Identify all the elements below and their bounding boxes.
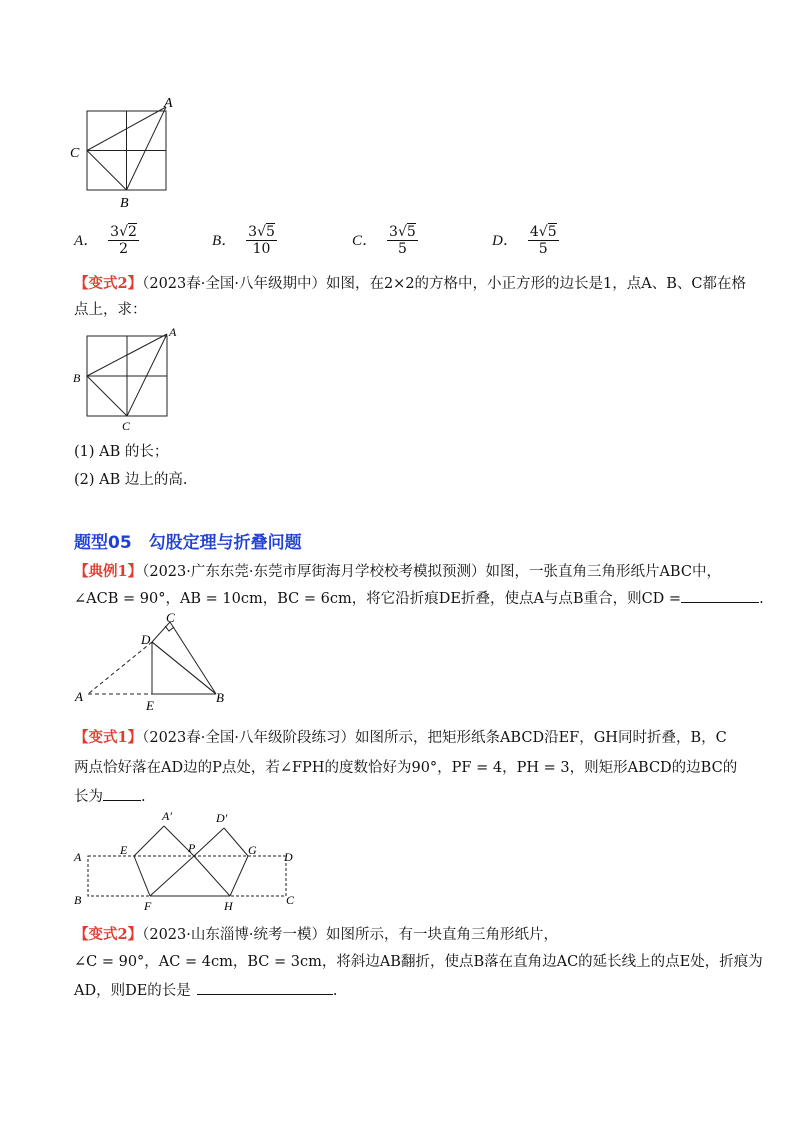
question-2: (2) AB 边上的高. — [74, 472, 188, 488]
variant2b-line3: AD，则DE的长是 . — [74, 980, 337, 1001]
label-c: C — [286, 893, 295, 907]
variant2b-line1: 【变式2】（2023·山东淄博·统考一模）如图所示，有一块直角三角形纸片， — [74, 926, 558, 943]
label-g: G — [248, 843, 257, 857]
label-a: A — [74, 850, 82, 864]
label-b: B — [73, 371, 81, 385]
label-a: A — [169, 325, 177, 339]
figure-grid-abc-1 — [60, 95, 190, 210]
label-h: H — [224, 899, 233, 913]
variant1-line1: 【变式1】（2023春·全国·八年级阶段练习）如图所示，把矩形纸条ABCD沿EF，GH同时折叠，B，C — [74, 729, 727, 746]
label-b: B — [74, 893, 82, 907]
example1-line2: ∠ACB = 90°，AB = 10cm，BC = 6cm，将它沿折痕DE折叠，使点A与点B重合，则CD = . — [74, 588, 764, 609]
figure-fold-rectangle — [64, 808, 314, 918]
option-d[interactable]: D． $\frac{4√5}{5}$ — [492, 224, 557, 257]
variant2a-line2: 点上，求： — [74, 302, 147, 318]
variant1-line3: 长为 . — [74, 786, 146, 807]
label-a-prime: A′ — [162, 809, 172, 823]
example1-line1: 【典例1】（2023·广东东莞·东莞市厚街海月学校校考模拟预测）如图，一张直角三角形纸片ABC中， — [74, 563, 721, 580]
option-label: A． — [74, 233, 99, 249]
label-b: B — [216, 690, 224, 705]
figure-grid-abc-2 — [68, 322, 188, 434]
variant2b-line2: ∠C = 90°，AC = 4cm，BC = 3cm，将斜边AB翻折，使点B落在直角边AC的延长线上的点E处，折痕为 — [74, 954, 763, 970]
question-1: (1) AB 的长； — [74, 444, 169, 460]
label-e: E — [146, 698, 154, 713]
label-d-prime: D′ — [216, 811, 228, 825]
label-a: A — [75, 689, 83, 704]
label-c: C — [70, 146, 80, 161]
label-p: P — [188, 841, 196, 855]
option-b[interactable]: B． $\frac{3√5}{10}$ — [212, 224, 275, 257]
option-c[interactable]: C． $\frac{3√5}{5}$ — [352, 224, 416, 257]
label-c: C — [122, 419, 131, 433]
answer-blank[interactable] — [197, 980, 333, 995]
answer-blank[interactable] — [103, 786, 141, 801]
label-b: B — [120, 196, 129, 210]
option-label: B． — [212, 233, 237, 249]
label-d: D — [284, 850, 293, 864]
figure-fold-triangle — [68, 612, 238, 717]
label-e: E — [120, 843, 128, 857]
variant-tag: 【变式2】 — [74, 926, 143, 943]
example-tag: 【典例1】 — [74, 563, 143, 580]
option-a[interactable]: A． $\frac{3√2}{2}$ — [74, 224, 137, 257]
label-c: C — [166, 612, 175, 625]
label-a: A — [164, 96, 173, 111]
variant-tag: 【变式1】 — [74, 729, 143, 746]
variant2a-line1: 【变式2】（2023春·全国·八年级期中）如图，在2×2的方格中，小正方形的边长是1，点A、B、C都在格 — [74, 275, 747, 292]
section-heading: 题型05 勾股定理与折叠问题 — [74, 533, 302, 553]
option-label: C． — [352, 233, 378, 249]
variant-tag: 【变式2】 — [74, 275, 143, 292]
variant1-line2: 两点恰好落在AD边的P点处，若∠FPH的度数恰好为90°，PF = 4，PH = 3，则矩形ABCD的边BC的 — [74, 760, 738, 776]
label-d: D — [141, 632, 151, 647]
answer-blank[interactable] — [681, 588, 759, 603]
option-label: D． — [492, 233, 518, 249]
label-f: F — [144, 899, 152, 913]
